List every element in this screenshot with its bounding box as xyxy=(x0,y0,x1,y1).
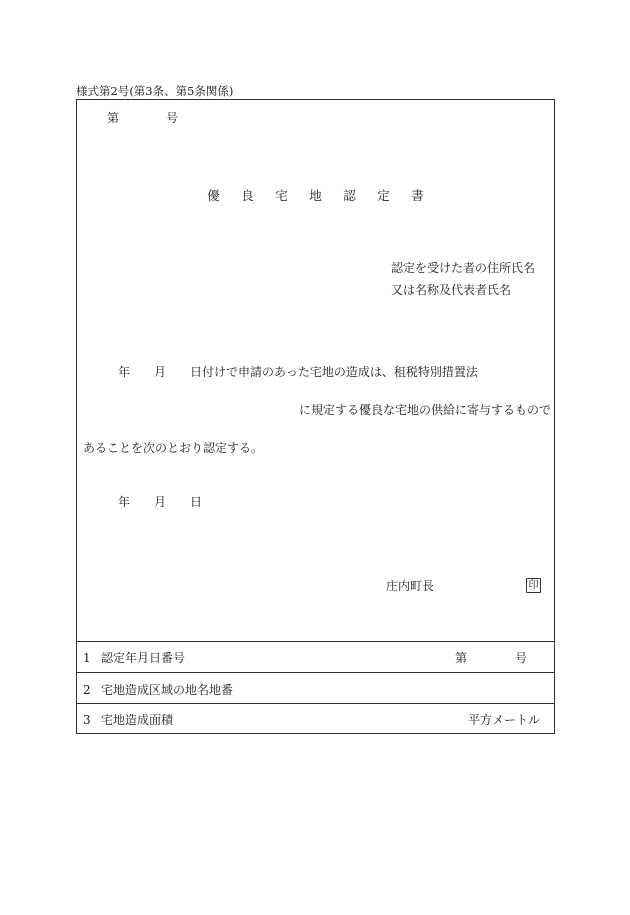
title-char: 認 xyxy=(343,188,356,203)
body-line1: 日付けで申請のあった宅地の造成は、租税特別措置法 xyxy=(190,365,478,379)
form-label: 様式第2号(第3条、第5条関係) xyxy=(76,84,234,98)
row-label: 宅地造成区域の地名地番 xyxy=(101,683,234,697)
number-prefix: 第 xyxy=(107,111,120,125)
certificate-title xyxy=(77,189,554,203)
row-number: 3 xyxy=(83,713,91,727)
certificate-form xyxy=(76,99,555,734)
table-divider xyxy=(77,641,554,642)
body-date-month: 月 xyxy=(154,365,167,379)
row-label: 宅地造成面積 xyxy=(101,713,174,727)
title-char: 宅 xyxy=(275,188,288,203)
number-suffix: 号 xyxy=(166,111,179,125)
title-char: 書 xyxy=(411,188,424,203)
table-divider xyxy=(77,672,554,673)
row-value-prefix: 第 xyxy=(455,651,468,665)
body-line2: に規定する優良な宅地の供給に寄与するもので xyxy=(299,403,552,417)
row-label: 認定年月日番号 xyxy=(101,651,186,665)
issue-month: 月 xyxy=(154,495,167,509)
title-char: 良 xyxy=(241,188,254,203)
body-date-year: 年 xyxy=(118,365,131,379)
row-number: 1 xyxy=(83,651,91,665)
title-char: 地 xyxy=(309,188,322,203)
body-line3: あることを次のとおり認定する。 xyxy=(83,441,264,455)
recipient-line1: 認定を受けた者の住所氏名 xyxy=(391,261,536,275)
issue-day: 日 xyxy=(190,495,203,509)
title-char: 優 xyxy=(207,188,220,203)
recipient-line2: 又は名称及代表者氏名 xyxy=(391,283,512,297)
row-unit: 平方メートル xyxy=(468,713,541,727)
issue-year: 年 xyxy=(118,495,131,509)
row-number: 2 xyxy=(83,683,91,697)
row-value-suffix: 号 xyxy=(515,651,528,665)
signatory-title: 庄内町長 xyxy=(386,579,435,593)
table-divider xyxy=(77,703,554,704)
seal-mark: 印 xyxy=(526,578,541,593)
title-char: 定 xyxy=(377,188,390,203)
